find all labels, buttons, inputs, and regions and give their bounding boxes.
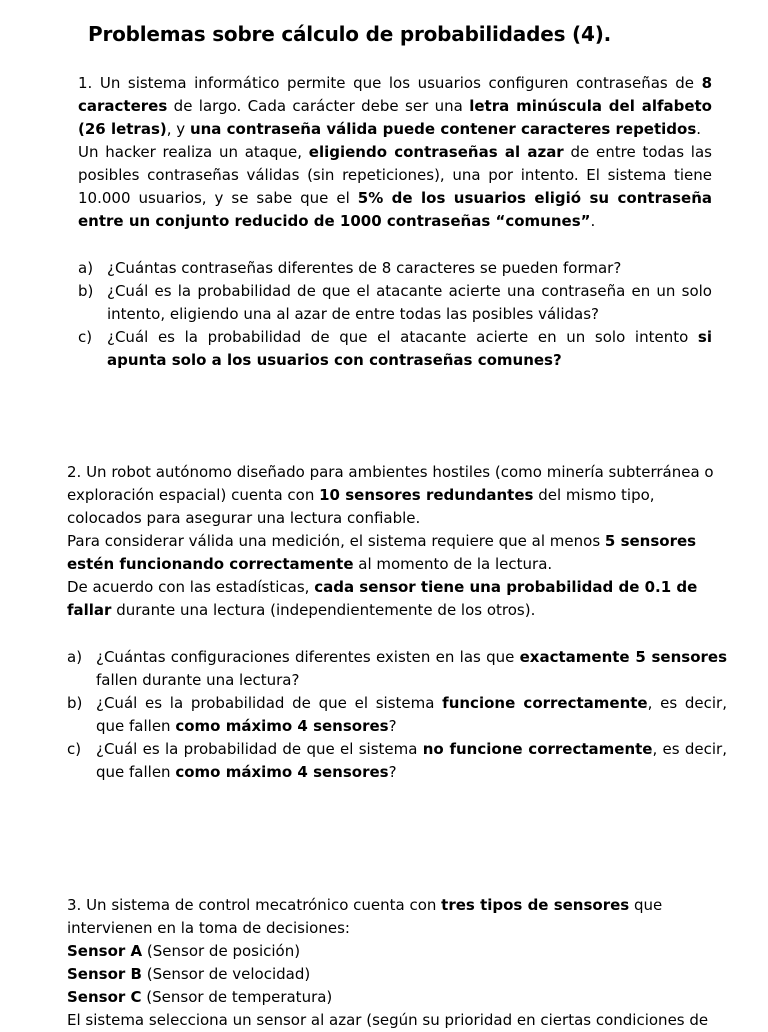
text-run: de largo. Cada carácter debe ser una (167, 97, 470, 115)
sensor-item (67, 986, 727, 1009)
problem-2-requirement (67, 530, 727, 576)
bold-text-run: 8 caracteres (78, 74, 712, 115)
question-item (67, 646, 727, 692)
question-marker: a) (78, 259, 94, 277)
question-item (78, 257, 712, 280)
bold-text-run: si apunta solo a los usuarios con contraseñas comunes? (107, 328, 712, 369)
bold-text-run: 10 sensores redundantes (319, 486, 534, 504)
bold-text-run: letra minúscula del alfabeto (26 letras) (78, 97, 712, 138)
text-run: ¿Cuántas configuraciones diferentes existen en las que (96, 648, 520, 666)
text-run: ? (388, 763, 397, 781)
bold-text-run: Sensor C (67, 988, 142, 1006)
problem-2-statistics (67, 576, 727, 622)
text-run: del mismo tipo, colocados para asegurar una lectura confiable. (67, 486, 655, 527)
text-run: (Sensor de velocidad) (141, 965, 311, 983)
text-run: , es decir, que fallen (96, 740, 727, 781)
text-run: (Sensor de temperatura) (141, 988, 333, 1006)
question-item (78, 326, 712, 372)
bold-text-run: cada sensor tiene una probabilidad de 0.1 de fallar (67, 578, 698, 619)
question-marker: b) (67, 694, 83, 712)
bold-text-run: exactamente 5 sensores (519, 648, 727, 666)
bold-text-run: 5 sensores estén funcionando correctamente (67, 532, 697, 573)
text-run: ¿Cuál es la probabilidad de que el atacante acierte una contraseña en un solo intento, eligiendo una al azar de entre todas las posibles válidas? (107, 282, 712, 323)
text-run: durante una lectura (independientemente de los otros). (111, 601, 536, 619)
text-run: 3. Un sistema de control mecatrónico cuenta con (67, 896, 442, 914)
question-marker: a) (67, 648, 83, 666)
problem-3-selection-text (67, 1009, 767, 1032)
question-item (78, 280, 712, 326)
text-run: El sistema selecciona un sensor al azar (según su prioridad en ciertas condiciones de (67, 1011, 709, 1029)
problem-1-statement (78, 72, 712, 141)
question-item (67, 692, 727, 738)
text-run: al momento de la lectura. (353, 555, 553, 573)
bold-text-run: Sensor A (67, 942, 143, 960)
bold-text-run: funcione correctamente (442, 694, 648, 712)
text-run: . (696, 120, 702, 138)
question-marker: c) (67, 740, 82, 758)
text-run: ¿Cuál es la probabilidad de que el sistema (96, 740, 423, 758)
bold-text-run: 5% de los usuarios eligió su contraseña entre un conjunto reducido de 1000 contraseñas “comunes” (78, 189, 712, 230)
problem-2-statement (67, 461, 727, 530)
text-run: ¿Cuántas contraseñas diferentes de 8 caracteres se pueden formar? (107, 259, 622, 277)
text-run: , y (166, 120, 190, 138)
text-run: que intervienen en la toma de decisiones: (67, 896, 663, 937)
sensor-item (67, 940, 727, 963)
text-run: Para considerar válida una medición, el sistema requiere que al menos (67, 532, 605, 550)
bold-text-run: no funcione correctamente (422, 740, 653, 758)
text-run: , es decir, que fallen (96, 694, 727, 735)
text-run: De acuerdo con las estadísticas, (67, 578, 315, 596)
text-run: fallen durante una lectura? (96, 671, 300, 689)
text-run: (Sensor de posición) (142, 942, 301, 960)
problem-3-sensor-list (67, 940, 727, 1009)
text-run: 1. Un sistema informático permite que los usuarios configuren contraseñas de (78, 74, 702, 92)
bold-text-run: como máximo 4 sensores (175, 717, 389, 735)
text-run: ¿Cuál es la probabilidad de que el sistema (96, 694, 443, 712)
bold-text-run: eligiendo contraseñas al azar (308, 143, 564, 161)
problem-1-questions (78, 257, 712, 372)
text-run: de entre todas las posibles contraseñas válidas (sin repeticiones), una por intento. El sistema tiene 10.000 usuarios, y se sabe que el (78, 143, 712, 207)
question-marker: b) (78, 282, 94, 300)
page-title: Problemas sobre cálculo de probabilidades (4). (88, 22, 612, 46)
text-run: ? (388, 717, 397, 735)
text-run: Un hacker realiza un ataque, (78, 143, 309, 161)
bold-text-run: tres tipos de sensores (441, 896, 630, 914)
question-item (67, 738, 727, 784)
question-marker: c) (78, 328, 93, 346)
bold-text-run: como máximo 4 sensores (175, 763, 389, 781)
bold-text-run: Sensor B (67, 965, 142, 983)
text-run: ¿Cuál es la probabilidad de que el atacante acierte en un solo intento (107, 328, 698, 346)
text-run: . (590, 212, 596, 230)
sensor-item (67, 963, 727, 986)
problem-3-statement (67, 894, 667, 940)
bold-text-run: una contraseña válida puede contener caracteres repetidos (189, 120, 697, 138)
problem-2-questions (67, 646, 727, 784)
problem-1-attack-description (78, 141, 712, 233)
text-run: 2. Un robot autónomo diseñado para ambientes hostiles (como minería subterránea o exploración espacial) cuenta con (67, 463, 714, 504)
